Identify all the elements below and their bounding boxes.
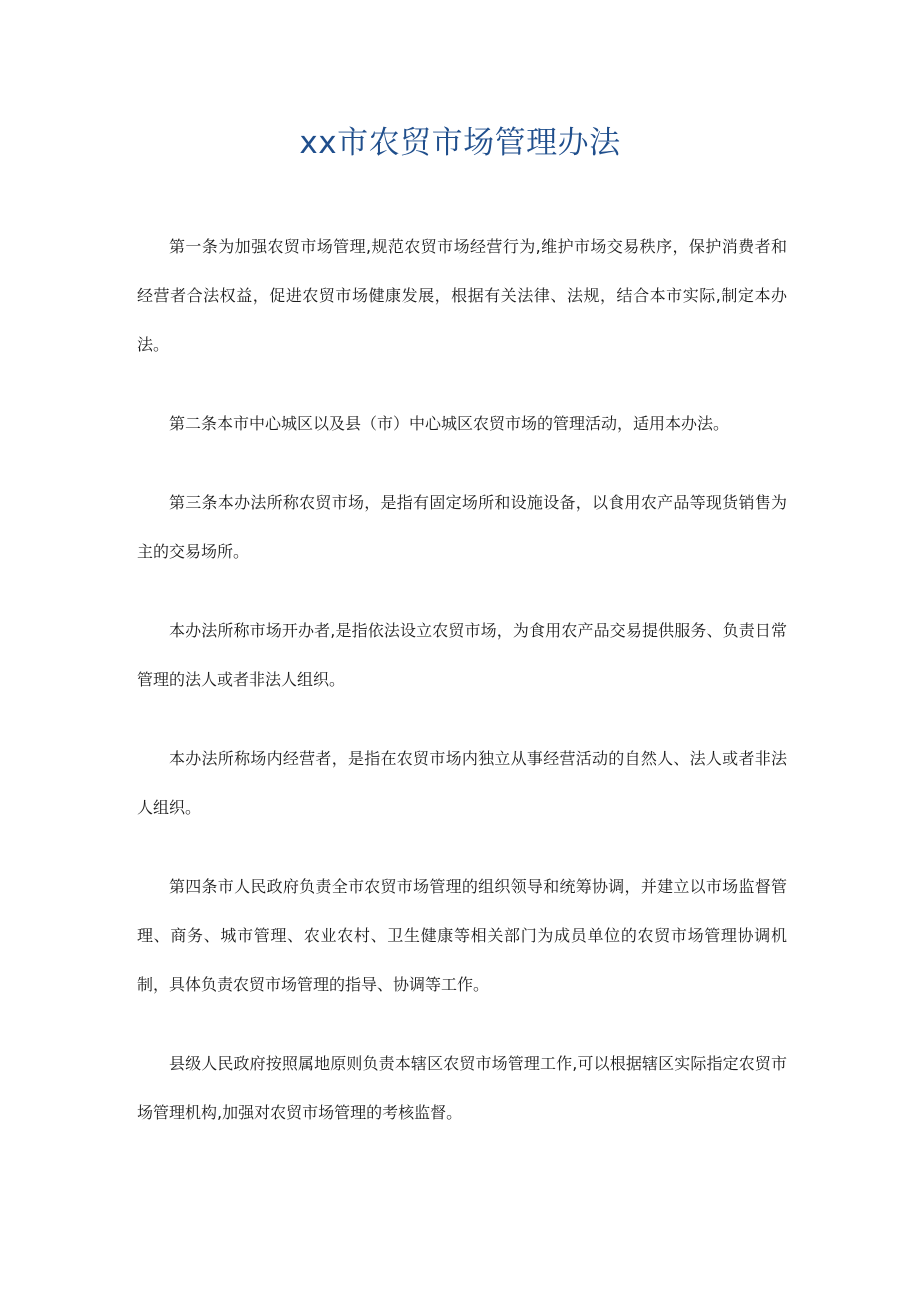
paragraph-market-operator-definition: 本办法所称市场开办者,是指依法设立农贸市场，为食用农产品交易提供服务、负责日常管理的法人或者非法人组织。 <box>137 621 787 689</box>
document-body <box>137 222 787 1167</box>
paragraph-in-market-operator-definition: 本办法所称场内经营者，是指在农贸市场内独立从事经营活动的自然人、法人或者非法人组织。 <box>137 749 787 817</box>
paragraph-article-3: 第三条本办法所称农贸市场，是指有固定场所和设施设备，以食用农产品等现货销售为主的交易场所。 <box>137 493 787 561</box>
paragraph-article-1: 第一条为加强农贸市场管理,规范农贸市场经营行为,维护市场交易秩序，保护消费者和经营者合法权益，促进农贸市场健康发展，根据有关法律、法规，结合本市实际,制定本办法。 <box>137 237 787 354</box>
paragraph-county-government: 县级人民政府按照属地原则负责本辖区农贸市场管理工作,可以根据辖区实际指定农贸市场管理机构,加强对农贸市场管理的考核监督。 <box>137 1054 787 1122</box>
document-title: xx市农贸市场管理办法 <box>299 125 621 161</box>
paragraph-article-4: 第四条市人民政府负责全市农贸市场管理的组织领导和统筹协调，并建立以市场监督管理、商务、城市管理、农业农村、卫生健康等相关部门为成员单位的农贸市场管理协调机制，具体负责农贸市场管理的指导、协调等工作。 <box>137 877 787 994</box>
paragraph-article-2: 第二条本市中心城区以及县（市）中心城区农贸市场的管理活动，适用本办法。 <box>169 414 730 433</box>
